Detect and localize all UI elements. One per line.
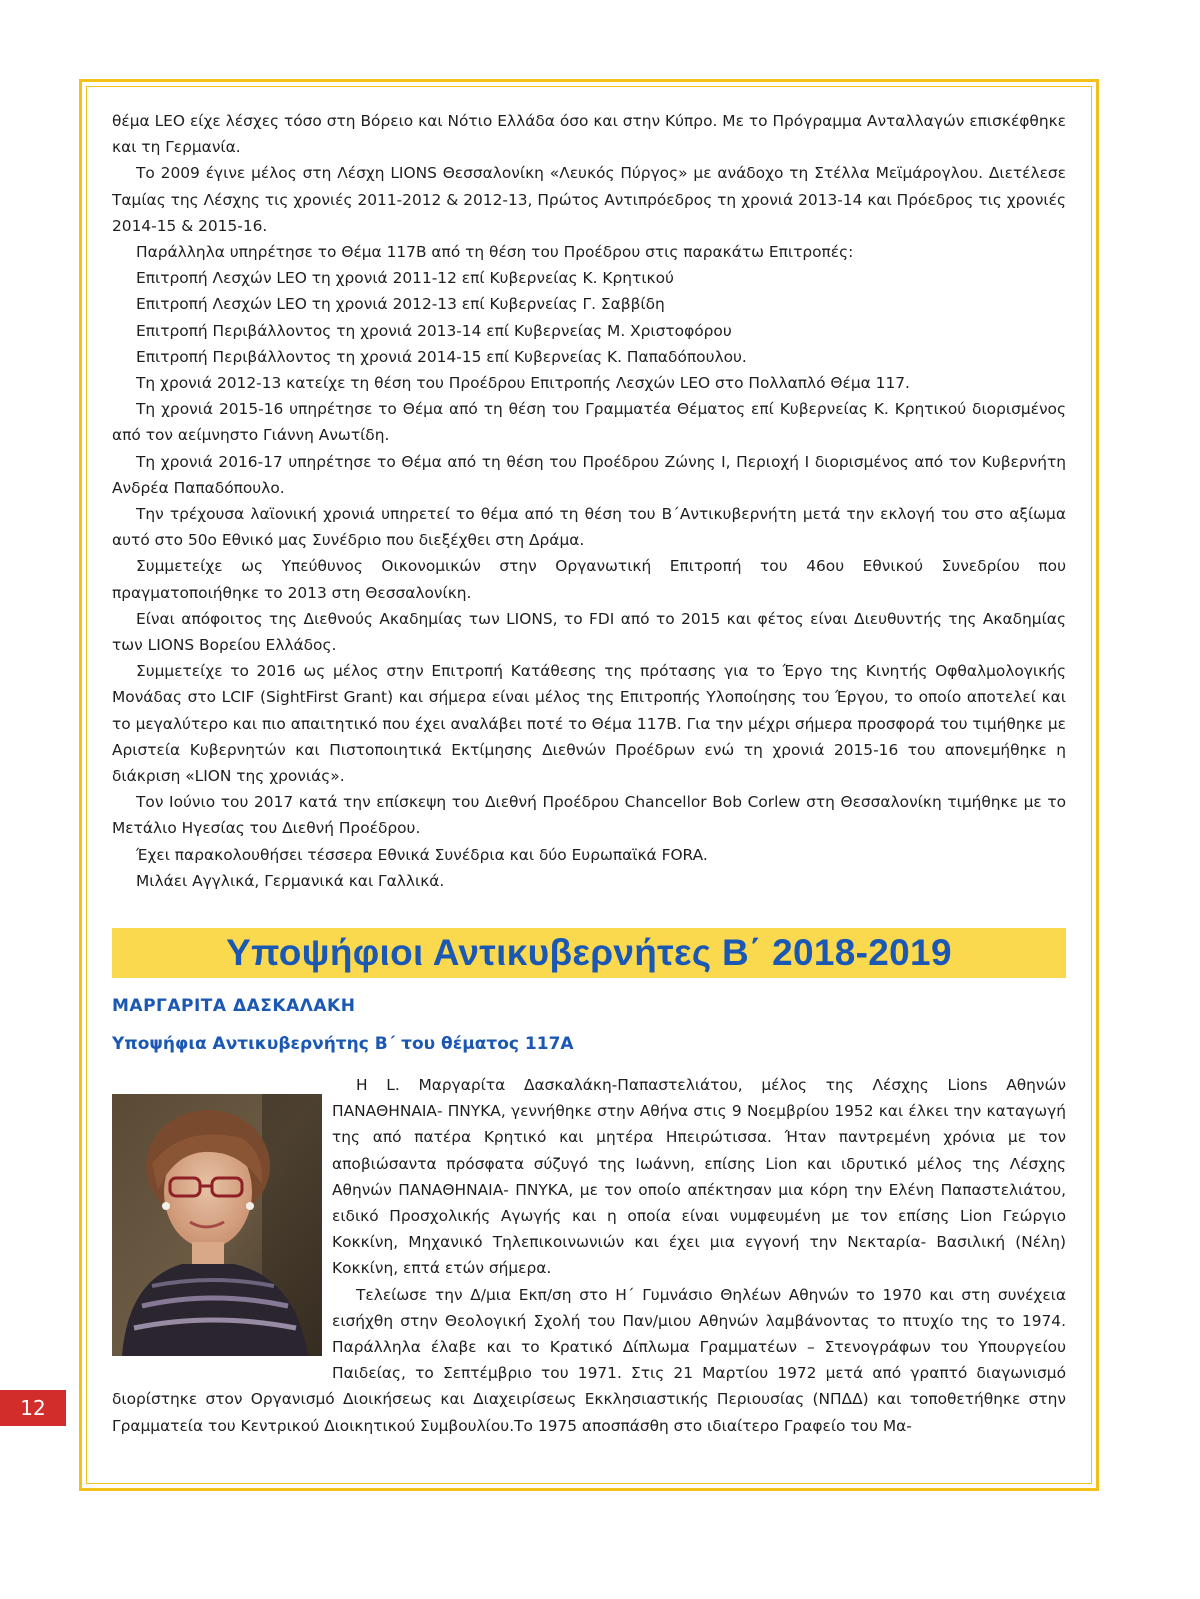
paragraph: Τη χρονιά 2012-13 κατείχε τη θέση του Προέδρου Επιτροπής Λεσχών LEO στο Πολλαπλό Θέμα 117. xyxy=(136,374,910,393)
paragraph: Παράλληλα υπηρέτησε το Θέμα 117Β από τη θέση του Προέδρου στις παρακάτω Επιτροπές: xyxy=(136,243,854,262)
paragraph: Τον Ιούνιο του 2017 κατά την επίσκεψη του Διεθνή Προέδρου Chancellor Bob Corlew στη Θεσσαλονίκη τιμήθηκε με το Μετάλιο Ηγεσίας του Διεθνή Προέδρου. xyxy=(112,793,1066,838)
paragraph: Την τρέχουσα λαϊονική χρονιά υπηρετεί το θέμα από τη θέση του Β΄Αντικυβερνήτη μετά την εκλογή του στο αξίωμα αυτό στο 50ο Εθνικό μας Συνέδριο που διεξέχθει στη Δράμα. xyxy=(112,505,1066,550)
candidate-photo xyxy=(112,1094,322,1356)
committee-list-item: Επιτροπή Περιβάλλοντος τη χρονιά 2014-15 επί Κυβερνείας Κ. Παπαδόπουλου. xyxy=(136,347,747,366)
candidate-role: Υποψήφια Αντικυβερνήτης Β΄ του θέματος 117Α xyxy=(112,1034,574,1054)
paragraph: Είναι απόφοιτος της Διεθνούς Ακαδημίας των LIONS, το FDI από το 2015 και φέτος είναι Διευθυντής της Ακαδημίας των LIONS Βορείου Ελλάδος. xyxy=(112,609,1066,655)
page-number: 12 xyxy=(0,1390,66,1426)
paragraph: Συμμετείχε το 2016 ως μέλος στην Επιτροπή Κατάθεσης της πρότασης για το Έργο της Κινητής Οφθαλμολογικής Μονάδας στο LCIF (SightFirst Grant) και σήμερα είναι μέλος της Επιτροπής Υλοποίησης του Έργου, το οποίο αποτελεί και το μεγαλύτερο και πιο απαιτητικό που έχει αναλάβει ποτέ το Θέμα 117Β. Για την μέχρι σήμερα προσφορά του τιμήθηκε με Αριστεία Κυβερνητών και Πιστοποιητικά Εκτίμησης Διεθνών Προέδρων ενώ τη χρονιά 2015-16 του απονεμήθηκε η διάκριση «LION της χρονιάς». xyxy=(112,662,1066,786)
article-text-top xyxy=(112,108,1066,894)
paragraph: θέμα LEO είχε λέσχες τόσο στη Βόρειο και Νότιο Ελλάδα όσο και στην Κύπρο. Με το Πρόγραμμα Ανταλλαγών επισκέφθηκε και τη Γερμανία. xyxy=(112,112,1066,157)
paragraph: Συμμετείχε ως Υπεύθυνος Οικονομικών στην Οργανωτική Επιτροπή του 46ου Εθνικού Συνεδρίου που πραγματοποιήθηκε το 2013 στη Θεσσαλονίκη. xyxy=(112,557,1066,602)
section-banner-title: Υποψήφιοι Αντικυβερνήτες Β΄ 2018-2019 xyxy=(112,928,1066,978)
committee-list-item: Επιτροπή Περιβάλλοντος τη χρονιά 2013-14 επί Κυβερνείας Μ. Χριστοφόρου xyxy=(136,321,732,340)
paragraph: Τη χρονιά 2015-16 υπηρέτησε το Θέμα από τη θέση του Γραμματέα Θέματος επί Κυβερνείας Κ. Κρητικού διορισμένος από τον αείμνηστο Γιάννη Ανωτίδη. xyxy=(112,400,1066,445)
bio-paragraph: Η L. Μαργαρίτα Δασκαλάκη-Παπαστελιάτου, μέλος της Λέσχης Lions Αθηνών ΠΑΝΑΘΗΝΑΙΑ- ΠΝΥΚΑ, γεννήθηκε στην Αθήνα στις 9 Νοεμβρίου 1952 και έλκει την καταγωγή της από πατέρα Κρητικό και μητέρα Ηπειρώτισσα. Ήταν παντρεμένη χρόνια με τον αποβιώσαντα πρόσφατα σύζυγό της Ιωάννη, επίσης Lion και ιδρυτικό μέλος της Λέσχης Αθηνών ΠΑΝΑΘΗΝΑΙΑ- ΠΝΥΚΑ, με τον οποίο απέκτησαν μια κόρη την Ελένη Παπαστελιάτου, ειδικό Προσχολικής Αγωγής και η οποία είναι νυμφευμένη με τον επίσης Lion Γεώργιο Κοκκίνη, Μηχανικό Τηλεπικοινωνιών και έχει μια εγγονή την Νεκταρία- Βασιλική (Νέλη) Κοκκίνη, επτά ετών σήμερα. xyxy=(332,1076,1066,1278)
paragraph: Μιλάει Αγγλικά, Γερμανικά και Γαλλικά. xyxy=(136,871,445,890)
paragraph: Έχει παρακολουθήσει τέσσερα Εθνικά Συνέδρια και δύο Ευρωπαϊκά FORA. xyxy=(136,845,708,864)
committee-list-item: Επιτροπή Λεσχών LEO τη χρονιά 2011-12 επί Κυβερνείας Κ. Κρητικού xyxy=(136,269,674,288)
paragraph: Το 2009 έγινε μέλος στη Λέσχη LIONS Θεσσαλονίκη «Λευκός Πύργος» με ανάδοχο τη Στέλλα Μεϊμάρογλου. Διετέλεσε Ταμίας της Λέσχης τις χρονιές 2011-2012 & 2012-13, Πρώτος Αντιπρόεδρος τη χρονιά 2013-14 και Πρόεδρος τις χρονιές 2014-15 & 2015-16. xyxy=(112,164,1066,235)
bio-paragraph: Τελείωσε την Δ/μια Εκπ/ση στο Η΄ Γυμνάσιο Θηλέων Αθηνών το 1970 και στη συνέχεια εισήχθη στην Θεολογική Σχολή του Παν/μιου Αθηνών λαμβάνοντας το πτυχίο της το 1974. Παράλληλα έλαβε και το Κρατικό Δίπλωμα Γραμματέων – Στενογράφων του Υπουργείου Παιδείας, το Σεπτέμβριο του 1971. Στις 21 Μαρτίου 1972 μετά από γραπτό διαγωνισμό διορίστηκε στον Οργανισμό Διοικήσεως και Διαχειρίσεως Εκκλησιαστικής Περιουσίας (ΝΠΔΔ) και τοποθετήθηκε στην Γραμματεία του Κεντρικού Διοικητικού Συμβουλίου.Το 1975 αποσπάσθη στο ιδιαίτερο Γραφείο του Μα- xyxy=(112,1285,1066,1435)
candidate-name: ΜΑΡΓΑΡΙΤΑ ΔΑΣΚΑΛΑΚΗ xyxy=(112,996,356,1016)
paragraph: Τη χρονιά 2016-17 υπηρέτησε το Θέμα από τη θέση του Προέδρου Ζώνης Ι, Περιοχή Ι διορισμένος από τον Κυβερνήτη Ανδρέα Παπαδόπουλο. xyxy=(112,452,1066,497)
committee-list-item: Επιτροπή Λεσχών LEO τη χρονιά 2012-13 επί Κυβερνείας Γ. Σαββίδη xyxy=(136,295,665,314)
